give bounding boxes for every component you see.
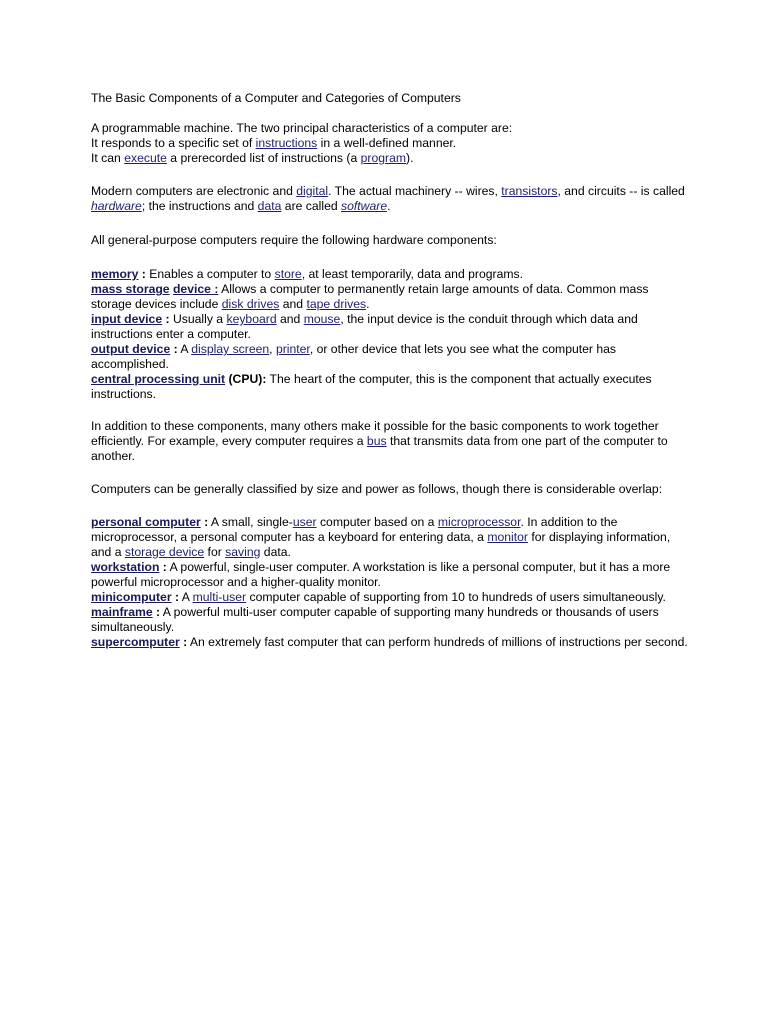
text: : (162, 312, 170, 326)
text: A powerful, single-user computer. A workstation is like a personal computer, but it has a more powerful microprocessor and a higher-quality monitor. (91, 560, 671, 589)
link-printer[interactable]: printer (275, 342, 310, 356)
text: . (387, 199, 391, 213)
link-transistors[interactable]: transistors (501, 184, 558, 198)
intro-paragraph (91, 121, 691, 166)
link-mainframe[interactable]: mainframe (91, 605, 153, 619)
text: , the input device is the conduit through which data and instructions enter a computer. (91, 312, 638, 341)
component-cpu (91, 372, 691, 402)
link-execute[interactable]: execute (124, 151, 167, 165)
category-supercomputer (91, 635, 691, 650)
text: Usually a (169, 312, 227, 326)
text: ). (406, 151, 414, 165)
text: computer based on a (316, 515, 438, 529)
category-mainframe (91, 605, 691, 635)
link-digital[interactable]: digital (296, 184, 329, 198)
intro-line (91, 136, 691, 151)
link-bus[interactable]: bus (366, 434, 387, 448)
text: are called (281, 199, 342, 213)
link-program[interactable]: program (360, 151, 407, 165)
components-list (91, 267, 691, 402)
link-user[interactable]: user (292, 515, 317, 529)
text: , at least temporarily, data and programs. (301, 267, 523, 281)
link-microprocessor[interactable]: microprocessor (437, 515, 521, 529)
link-monitor[interactable]: monitor (487, 530, 528, 544)
text: data. (260, 545, 291, 559)
text: that transmits data from one part of the computer to another. (91, 434, 668, 463)
modern-paragraph (91, 184, 691, 214)
link-hardware[interactable] (91, 199, 142, 213)
link-supercomputer[interactable]: supercomputer (91, 635, 180, 649)
text: An extremely fast computer that can perform hundreds of millions of instructions per second. (187, 635, 688, 649)
link-workstation[interactable]: workstation (91, 560, 160, 574)
component-output-device (91, 342, 691, 372)
text: : (179, 635, 188, 649)
text: . In addition to the microprocessor, a personal computer has a keyboard for entering data, a (91, 515, 618, 544)
text: : (200, 515, 209, 529)
link-tape-drives[interactable]: tape drives (306, 297, 367, 311)
link-multi-user[interactable]: multi-user (192, 590, 247, 604)
text: A powerful multi-user computer capable of supporting many hundreds or thousands of users simultaneously. (91, 605, 659, 634)
document-page (91, 91, 691, 650)
component-input-device (91, 312, 691, 342)
link-instructions[interactable]: instructions (255, 136, 318, 150)
classified-paragraph: Computers can be generally classified by size and power as follows, though there is considerable overlap: (91, 482, 663, 496)
text: , (269, 342, 276, 356)
text: and (279, 297, 307, 311)
link-memory[interactable]: memory (91, 267, 139, 281)
category-minicomputer (91, 590, 691, 605)
text: . (366, 297, 370, 311)
text: in a well-defined manner. (317, 136, 457, 150)
link-storage-device[interactable]: storage device (124, 545, 205, 559)
link-mouse[interactable]: mouse (303, 312, 341, 326)
text: : (152, 605, 161, 619)
link-software[interactable] (341, 199, 387, 213)
category-personal-computer (91, 515, 691, 560)
text: (CPU): (225, 372, 267, 386)
link-saving[interactable]: saving (225, 545, 261, 559)
text: : (170, 342, 178, 356)
text: , and circuits -- is called (557, 184, 685, 198)
text: hardware (91, 199, 142, 213)
text: , or other device that lets you see what the computer has accomplished. (91, 342, 617, 371)
text: It can (91, 151, 125, 165)
component-mass-storage (91, 282, 691, 312)
category-workstation (91, 560, 691, 590)
link-display-screen[interactable]: display screen (191, 342, 270, 356)
component-memory (91, 267, 691, 282)
link-mass-storage[interactable]: mass storage (91, 282, 170, 296)
link-input-device[interactable]: input device (91, 312, 163, 326)
text: for displaying information, and a (91, 530, 671, 559)
addition-paragraph (91, 419, 691, 464)
intro-line (91, 151, 691, 166)
text: A (179, 590, 193, 604)
text: The heart of the computer, this is the component that actually executes instructions. (91, 372, 652, 401)
link-personal-computer[interactable]: personal computer (91, 515, 201, 529)
text: : (138, 267, 146, 281)
text: Enables a computer to (145, 267, 275, 281)
hardware-intro: All general-purpose computers require the following hardware components: (91, 233, 497, 247)
text: : (159, 560, 167, 574)
link-output-device[interactable]: output device (91, 342, 171, 356)
text: ; the instructions and (141, 199, 258, 213)
text: computer capable of supporting from 10 to hundreds of users simultaneously. (246, 590, 666, 604)
link-device[interactable]: device : (172, 282, 219, 296)
intro-line: A programmable machine. The two principal characteristics of a computer are: (91, 121, 513, 135)
text: a prerecorded list of instructions (a (166, 151, 361, 165)
link-central-processing-unit[interactable]: central processing unit (91, 372, 226, 386)
link-data[interactable]: data (257, 199, 282, 213)
text: Allows a computer to permanently retain large amounts of data. Common mass storage devices include (91, 282, 649, 311)
text: A small, single- (208, 515, 293, 529)
text: software (341, 199, 388, 213)
text: A (177, 342, 192, 356)
text: for (204, 545, 226, 559)
text: Modern computers are electronic and (91, 184, 297, 198)
text: In addition to these components, many others make it possible for the basic components to work together efficiently. For example, every computer requires a (91, 419, 659, 448)
text: . The actual machinery -- wires, (328, 184, 502, 198)
text: It responds to a specific set of (91, 136, 256, 150)
text: and (276, 312, 304, 326)
categories-list (91, 515, 691, 650)
link-minicomputer[interactable]: minicomputer (91, 590, 172, 604)
link-store[interactable]: store (274, 267, 302, 281)
link-keyboard[interactable]: keyboard (226, 312, 277, 326)
document-title: The Basic Components of a Computer and Categories of Computers (91, 91, 461, 105)
link-disk-drives[interactable]: disk drives (221, 297, 280, 311)
text: : (171, 590, 180, 604)
